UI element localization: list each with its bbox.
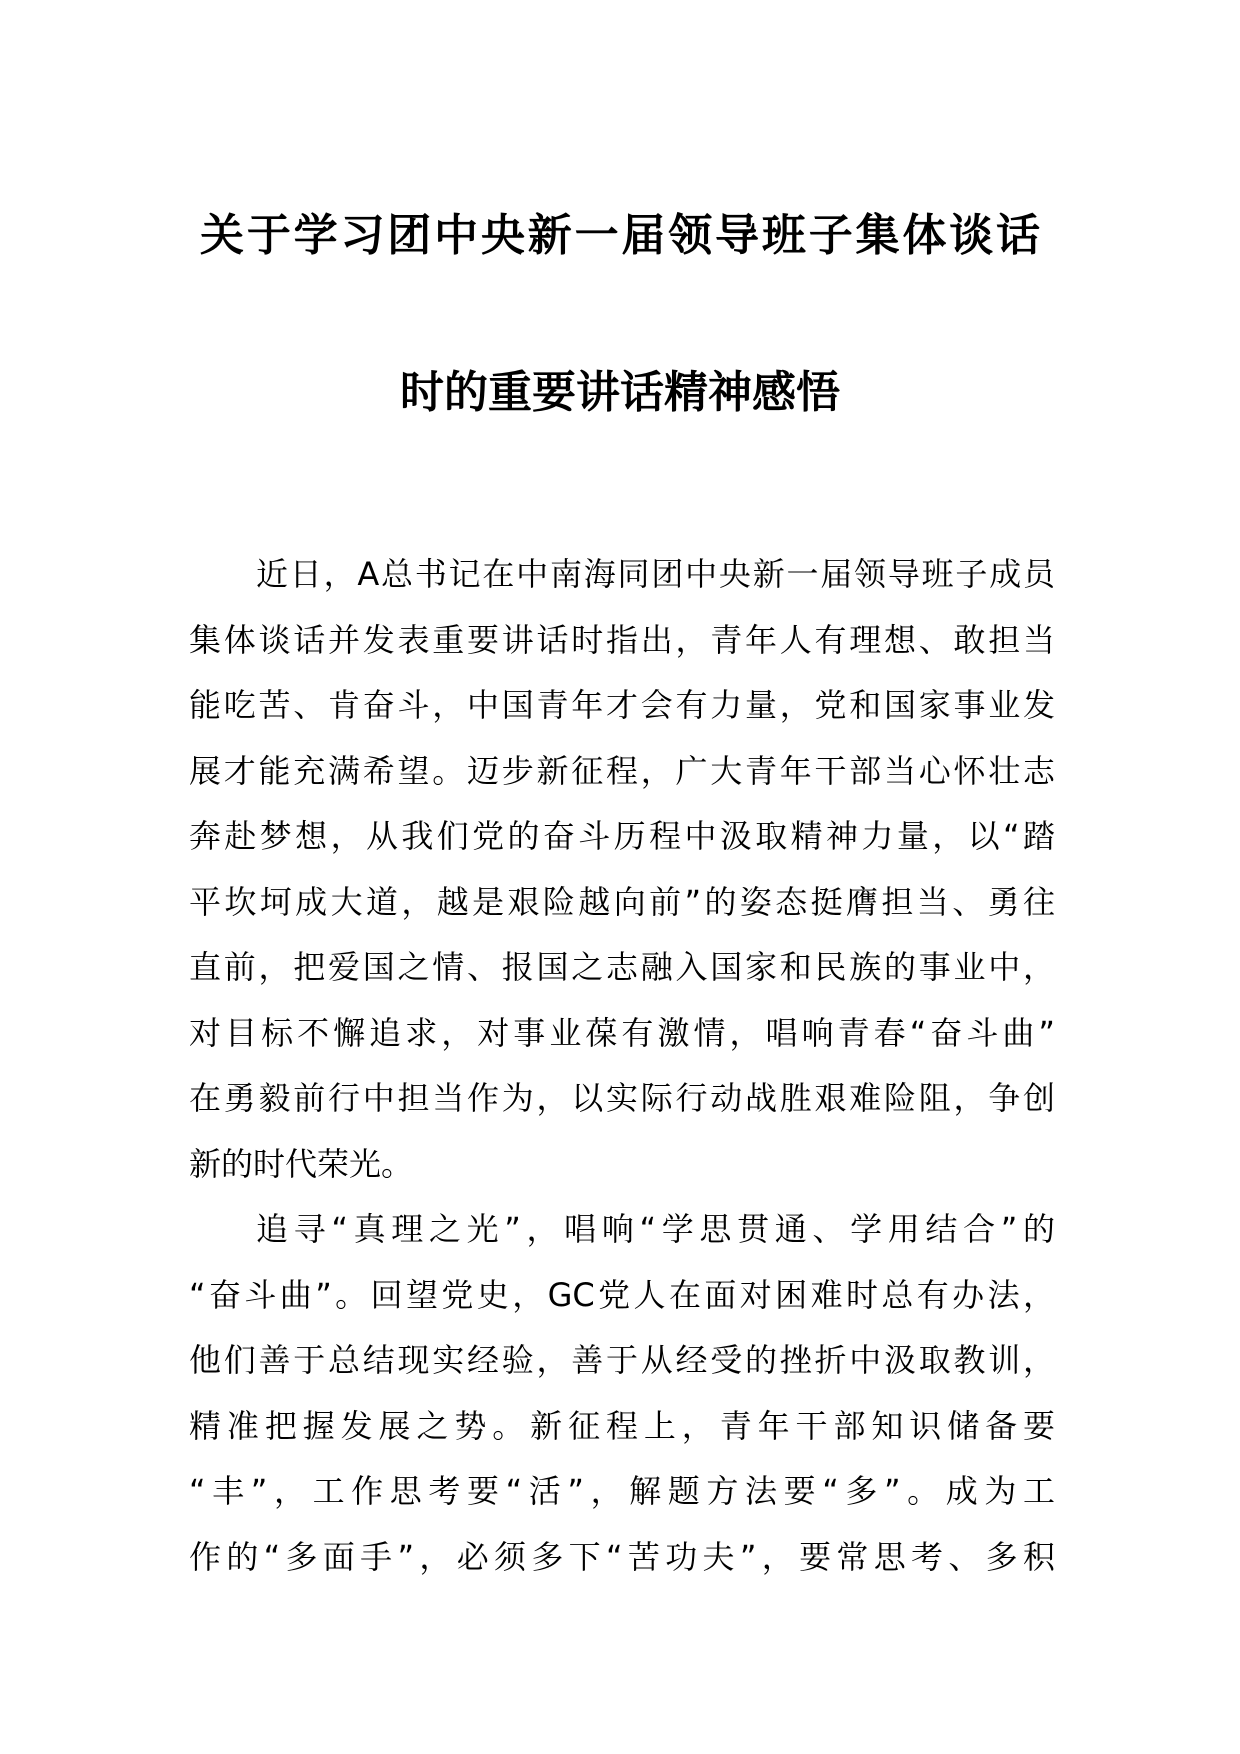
- text-line: “奋斗曲”。回望党史，GC党人在面对困难时总有办法，: [189, 1275, 1055, 1314]
- text-line: 平坎坷成大道，越是艰险越向前”的姿态挺膺担当、勇往: [189, 882, 1055, 921]
- text-line: 追寻“真理之光”，唱响“学思贯通、学用结合”的: [256, 1210, 1055, 1248]
- text-line: 精准把握发展之势。新征程上，青年干部知识储备要: [189, 1406, 1055, 1445]
- paragraph-2: [189, 1197, 1055, 1590]
- text-line: 作的“多面手”，必须多下“苦功夫”，要常思考、多积: [189, 1537, 1055, 1576]
- text-line: 在勇毅前行中担当作为，以实际行动战胜艰难险阻，争创: [189, 1079, 1055, 1117]
- text-line: 展才能充满希望。迈步新征程，广大青年干部当心怀壮志: [189, 751, 1055, 790]
- text-line: 新的时代荣光。: [189, 1144, 414, 1183]
- document-title-line-2: 时的重要讲话精神感悟: [400, 367, 840, 418]
- document-title-line-1: 关于学习团中央新一届领导班子集体谈话: [200, 210, 1040, 261]
- text-line: 近日，A总书记在中南海同团中央新一届领导班子成员: [256, 555, 1055, 593]
- text-line: 奔赴梦想，从我们党的奋斗历程中汲取精神力量，以“踏: [189, 817, 1055, 855]
- paragraph-1: [189, 542, 1055, 1197]
- document-body: [189, 542, 1055, 1590]
- text-line: 他们善于总结现实经验，善于从经受的挫折中汲取教训，: [189, 1341, 1055, 1379]
- text-line: 直前，把爱国之情、报国之志融入国家和民族的事业中，: [189, 948, 1055, 986]
- text-line: 对目标不懈追求，对事业葆有激情，唱响青春“奋斗曲”: [189, 1013, 1055, 1052]
- text-line: 能吃苦、肯奋斗，中国青年才会有力量，党和国家事业发: [189, 686, 1055, 724]
- text-line: “丰”，工作思考要“活”，解题方法要“多”。成为工: [189, 1472, 1055, 1510]
- text-line: 集体谈话并发表重要讲话时指出，青年人有理想、敢担当: [189, 620, 1055, 659]
